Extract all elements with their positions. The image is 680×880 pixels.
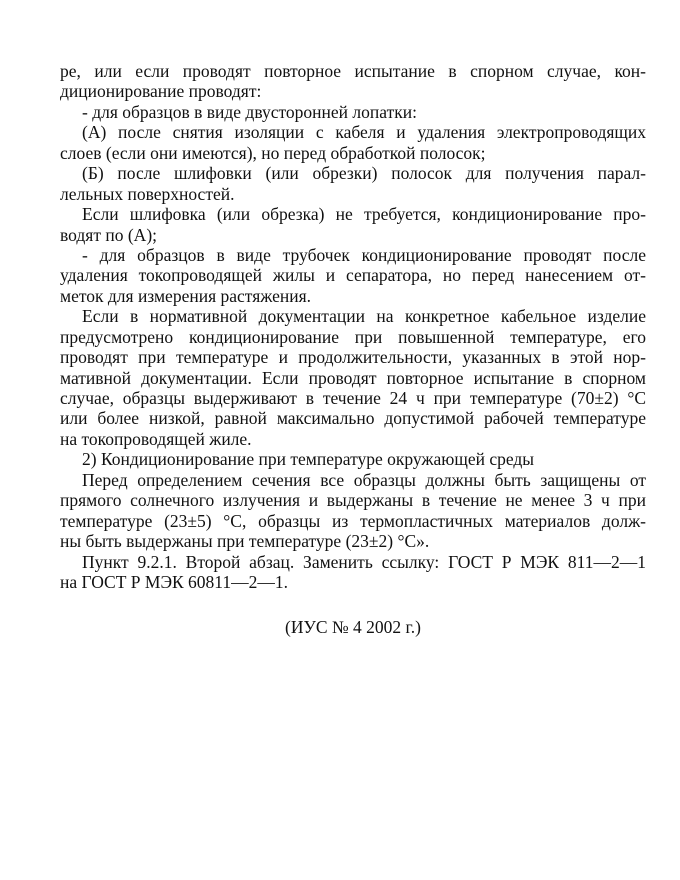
text-line: слоев (если они имеются), но перед обработкой полосок; <box>60 142 486 163</box>
text-line: диционирование проводят: <box>60 81 262 102</box>
text-line: случае, образцы выдерживают в течение 24 ч при температуре (70±2) °С <box>60 388 646 408</box>
text-line: удаления токопроводящей жилы и сепаратора, но перед нанесением от- <box>60 265 646 286</box>
text-line: мативной документации. Если проводят повторное испытание в спорном <box>60 367 646 388</box>
text-line: на ГОСТ Р МЭК 60811—2—1. <box>60 571 289 592</box>
text-line: лельных поверхностей. <box>60 183 235 204</box>
text-line: на токопроводящей жиле. <box>60 428 252 449</box>
text-line: Если шлифовка (или обрезка) не требуется, кондиционирование про- <box>82 204 646 225</box>
text-line: прямого солнечного излучения и выдержаны в течение не менее 3 ч при <box>60 490 646 511</box>
text-line: ре, или если проводят повторное испытание в спорном случае, кон- <box>60 61 646 81</box>
text-line: - для образцов в виде двусторонней лопатки: <box>82 101 417 122</box>
text-line: (Б) после шлифовки (или обрезки) полосок для получения парал- <box>82 163 646 184</box>
text-line: или более низкой, равной максимально допустимой рабочей температуре <box>60 408 646 429</box>
spacer <box>60 592 646 612</box>
document-page <box>60 61 646 637</box>
text-line: меток для измерения растяжения. <box>60 285 312 306</box>
text-line: предусмотрено кондиционирование при повышенной температуре, его <box>60 326 646 347</box>
text-line: Перед определением сечения все образцы должны быть защищены от <box>82 469 646 490</box>
text-line: (А) после снятия изоляции с кабеля и удаления электропроводящих <box>82 122 646 143</box>
text-line: Пункт 9.2.1. Второй абзац. Заменить ссылку: ГОСТ Р МЭК 811—2—1 <box>82 551 646 572</box>
document-body <box>60 61 646 592</box>
text-line: водят по (А); <box>60 224 158 245</box>
text-line: - для образцов в виде трубочек кондиционирование проводят после <box>82 244 646 265</box>
text-line: проводят при температуре и продолжительности, указанных в этой нор- <box>60 347 646 368</box>
text-line: температуре (23±5) °С, образцы из термопластичных материалов долж- <box>60 510 646 531</box>
text-line: ны быть выдержаны при температуре (23±2) °С». <box>60 531 430 552</box>
document-footer: (ИУС № 4 2002 г.) <box>285 616 421 637</box>
text-line: Если в нормативной документации на конкретное кабельное изделие <box>82 306 646 327</box>
text-line: 2) Кондиционирование при температуре окружающей среды <box>82 449 535 470</box>
